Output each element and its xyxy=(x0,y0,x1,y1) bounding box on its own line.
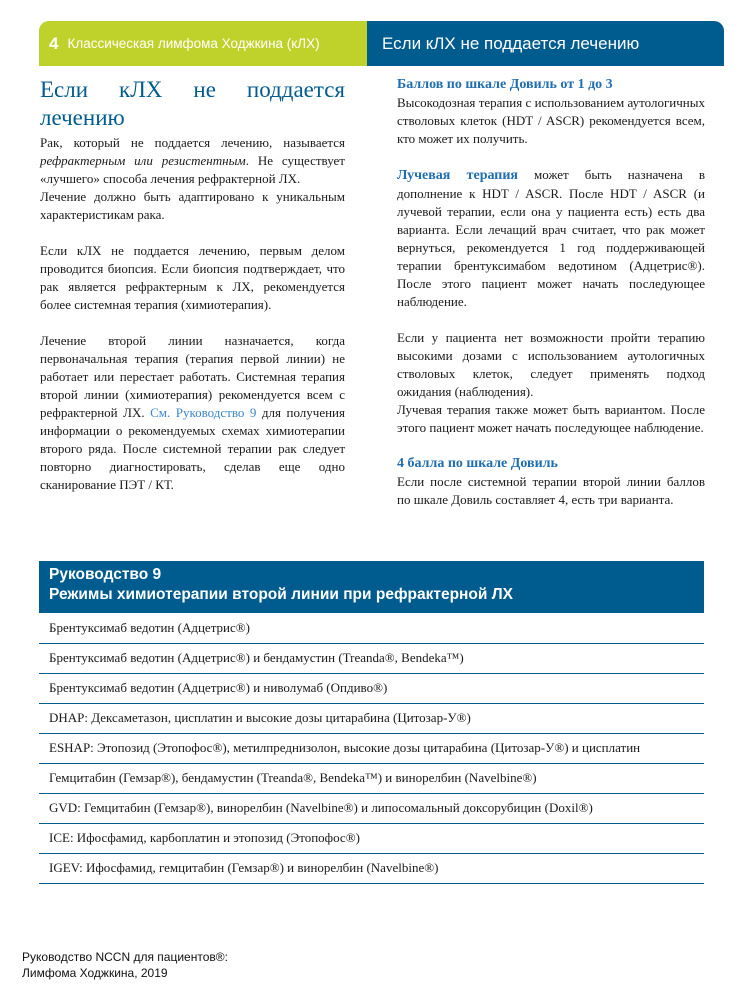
page-title-cont: лечению xyxy=(40,105,125,130)
paragraph-radiation: Лучевая терапия может быть назначена в дополнение к HDT / ASCR. После HDT / ASCR (и лучевой терапии, если она у пациента есть) есть два варианта. Если лечащий врач считает, что рак может вернуться, рекомендуется 1 год поддерживающей терапии брентуксимабом ведотином (Адцетрис®). После этого пациент может начать последующее наблюдение. xyxy=(397,167,705,309)
section-title: Если кЛХ не поддается лечению xyxy=(382,33,640,53)
heading-deauville-4: 4 балла по шкале Довиль xyxy=(397,456,558,471)
table-row: DHAP: Дексаметазон, цисплатин и высокие дозы цитарабина (Цитозар-У®) xyxy=(39,703,704,734)
table-row: Брентуксимаб ведотин (Адцетрис®) и ниволумаб (Опдиво®) xyxy=(39,673,704,704)
guide-table-header xyxy=(39,561,704,613)
table-row: Брентуксимаб ведотин (Адцетрис®) xyxy=(39,613,704,644)
table-row: Брентуксимаб ведотин (Адцетрис®) и бендамустин (Treanda®, Bendeka™) xyxy=(39,643,704,674)
table-row: ESHAP: Этопозид (Этопофос®), метилпреднизолон, высокие дозы цитарабина (Цитозар-У®) и цисплатин xyxy=(39,733,704,764)
guide-table-number: Руководство 9 xyxy=(49,566,162,583)
chapter-title: Классическая лимфома Ходжкина (кЛХ) xyxy=(67,36,320,51)
heading-deauville-1-3: Баллов по шкале Довиль от 1 до 3 xyxy=(397,77,613,92)
left-column xyxy=(40,76,345,494)
guide-9-link[interactable]: См. Руководство 9 xyxy=(150,405,257,420)
paragraph-adapted: Лечение должно быть адаптировано к уникальным характеристикам рака. xyxy=(40,189,345,222)
table-row: Гемцитабин (Гемзар®), бендамустин (Treanda®, Bendeka™) и винорелбин (Navelbine®) xyxy=(39,763,704,794)
page-title: Если кЛХ не поддается xyxy=(40,77,345,102)
paragraph-biopsy: Если кЛХ не поддается лечению, первым делом проводится биопсия. Если биопсия подтверждает, что рак является рефрактерным к ЛХ, рекомендуется более системная терапия (химиотерапия). xyxy=(40,243,345,312)
table-row: ICE: Ифосфамид, карбоплатин и этопозид (Этопофос®) xyxy=(39,823,704,854)
guide-table-title: Режимы химиотерапии второй линии при рефрактерной ЛХ xyxy=(49,586,513,603)
paragraph-second-line: Лечение второй линии назначается, когда первоначальная терапия (терапия первой линии) не работает или перестает работать. Системная терапия второй линии (химиотерапия) рекомендуется всем с рефрактерной ЛХ. См. Руководство 9 для получения информации о рекомендуемых схемах химиотерапии второго ряда. После системной терапии рак следует повторно диагностировать, сделав еще одно сканирование ПЭТ / КТ. xyxy=(40,333,345,492)
paragraph-refractory: Рак, который не поддается лечению, называется рефрактерным или резистентным. Не существует «лучшего» способа лечения рефрактерной ЛХ. xyxy=(40,135,345,186)
footer-line-2: Лимфома Ходжкина, 2019 xyxy=(22,966,168,980)
table-row: GVD: Гемцитабин (Гемзар®), винорелбин (Navelbine®) и липосомальный доксорубицин (Doxil®) xyxy=(39,793,704,824)
paragraph-hdt-ascr: Высокодозная терапия с использованием аутологичных стволовых клеток (HDT / ASCR) рекомендуется всем, кто может их получить. xyxy=(397,95,705,146)
chapter-number: 4 xyxy=(49,33,59,53)
paragraph-watchful-waiting: Если у пациента нет возможности пройти терапию высокими дозами с использованием аутологичных стволовых клеток, следует применять подход ожидания (наблюдения). xyxy=(397,330,705,399)
chapter-tab xyxy=(39,21,367,66)
section-banner xyxy=(367,21,724,66)
paragraph-radiation-option: Лучевая терапия также может быть вариантом. После этого пациент может начать последующее наблюдение. xyxy=(397,402,705,435)
right-column xyxy=(397,76,705,509)
table-row: IGEV: Ифосфамид, гемцитабин (Гемзар®) и винорелбин (Navelbine®) xyxy=(39,853,704,884)
footer-line-1: Руководство NCCN для пациентов®: xyxy=(22,950,228,964)
page-footer xyxy=(22,949,228,981)
paragraph-three-options: Если после системной терапии второй линии баллов по шкале Довиль составляет 4, есть три варианта. xyxy=(397,474,705,507)
